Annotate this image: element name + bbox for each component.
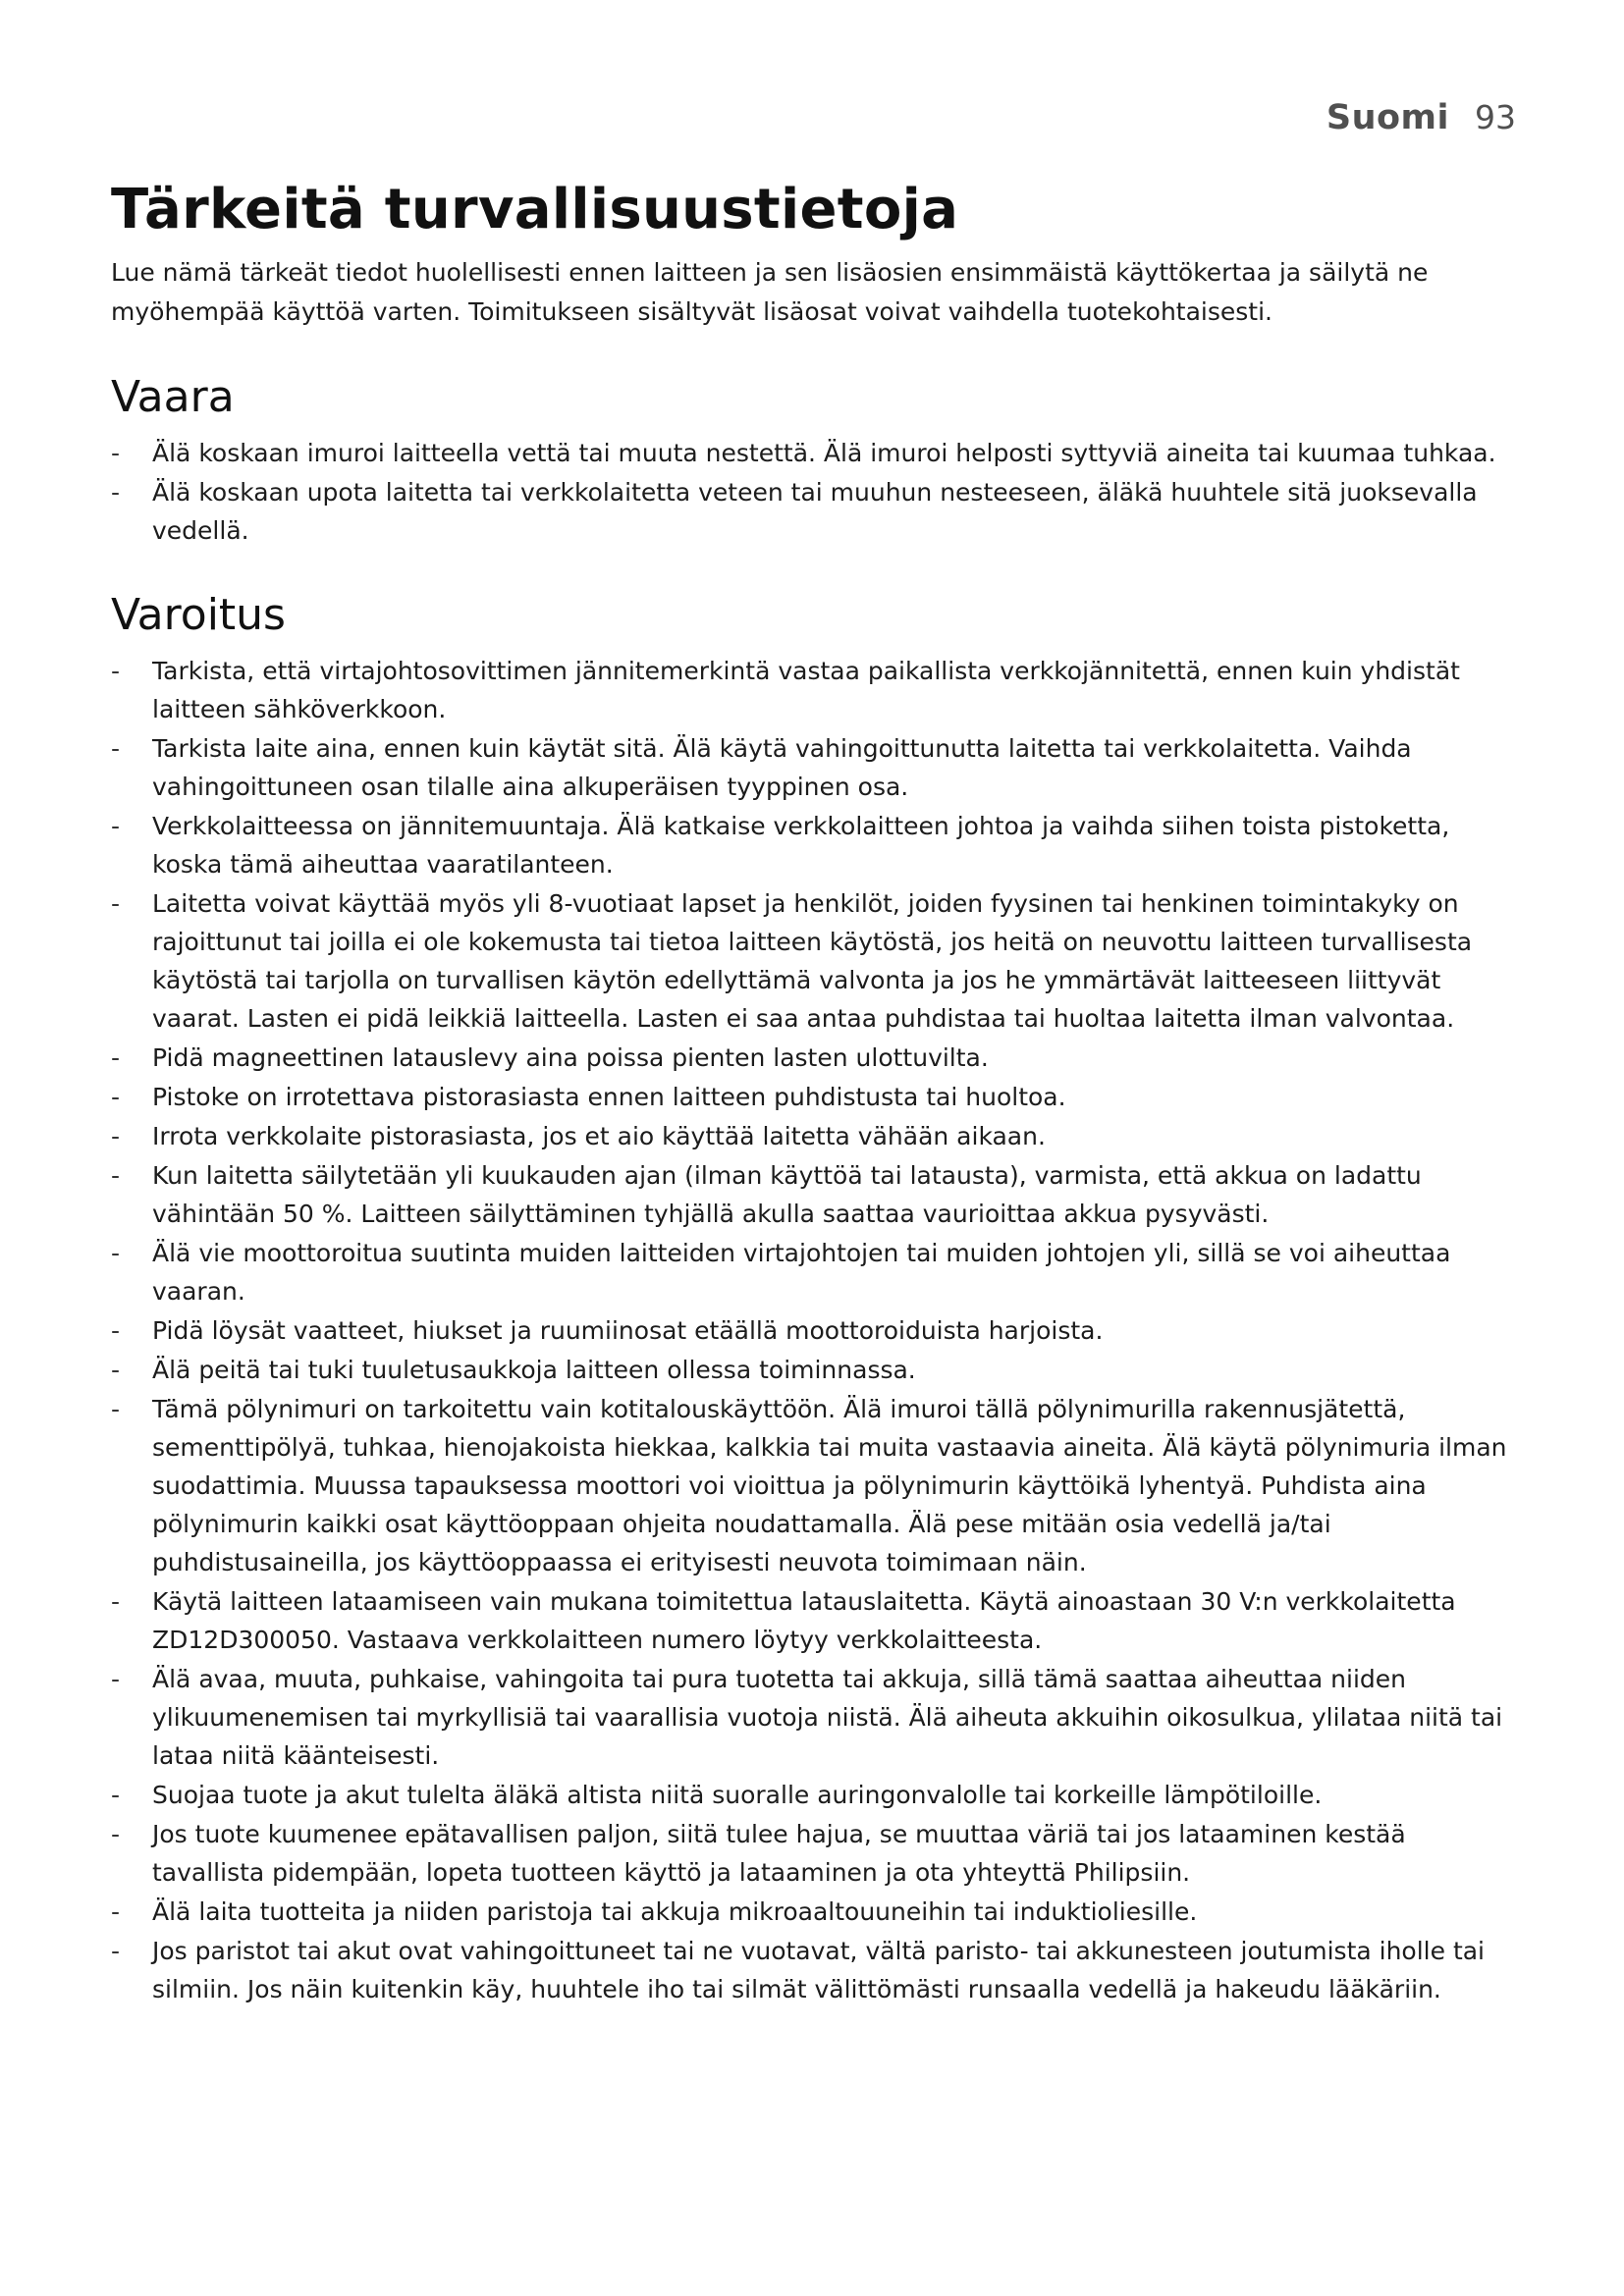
list-item [111, 1311, 1516, 1350]
list-item-text: Kun laitetta säilytetään yli kuukauden ajan (ilman käyttöä tai latausta), varmista, että akkua on ladattu vähintään 50 %. Laitteen säilyttäminen tyhjällä akulla saattaa vaurioittaa akkua pysyvästi. [152, 1161, 1422, 1228]
list-dash-marker: - [111, 1239, 121, 1267]
varoitus-list [111, 652, 1516, 2008]
list-item-text: Tarkista laite aina, ennen kuin käytät sitä. Älä käytä vahingoittunutta laitetta tai verkkolaitetta. Vaihda vahingoittuneen osan tilalle aina alkuperäisen tyyppinen osa. [152, 734, 1412, 801]
list-dash-marker: - [111, 1316, 121, 1345]
language-label: Suomi [1326, 98, 1449, 137]
list-dash-marker: - [111, 1395, 121, 1423]
list-item-text: Älä vie moottoroitua suutinta muiden laitteiden virtajohtojen tai muiden johtojen yli, sillä se voi aiheuttaa vaaran. [152, 1239, 1451, 1306]
list-dash-marker: - [111, 1356, 121, 1384]
section-heading-vaara: Vaara [111, 372, 235, 422]
list-item-text: Pistoke on irrotettava pistorasiasta ennen laitteen puhdistusta tai huoltoa. [152, 1083, 1066, 1111]
list-item [111, 729, 1516, 806]
list-dash-marker: - [111, 889, 121, 918]
intro-paragraph: Lue nämä tärkeät tiedot huolellisesti ennen laitteen ja sen lisäosien ensimmäistä käyttökertaa ja säilytä ne myöhempää käyttöä varten. Toimitukseen sisältyvät lisäosat voivat vaihdella tuotekohtaisesti. [111, 258, 1429, 326]
page-content [111, 177, 1516, 2009]
list-item [111, 1776, 1516, 1814]
list-dash-marker: - [111, 1820, 121, 1848]
list-item [111, 1932, 1516, 2008]
list-item [111, 1234, 1516, 1310]
list-item-text: Käytä laitteen lataamiseen vain mukana toimitettua latauslaitetta. Käytä ainoastaan 30 V:n verkkolaitetta ZD12D300050. Vastaava verkkolaitteen numero löytyy verkkolaitteesta. [152, 1587, 1456, 1654]
list-item [111, 1039, 1516, 1077]
list-item-text: Älä koskaan upota laitetta tai verkkolaitetta veteen tai muuhun nesteeseen, äläkä huuhtele sitä juoksevalla vedellä. [152, 478, 1478, 545]
list-item [111, 1815, 1516, 1892]
list-item [111, 1351, 1516, 1389]
list-item-text: Tämä pölynimuri on tarkoitettu vain kotitalouskäyttöön. Älä imuroi tällä pölynimurilla rakennusjätettä, sementtipölyä, tuhkaa, hienojakoista hiekkaa, kalkkia tai muita vastaavia aineita. Älä käytä pölynimuria ilman suodattimia. Muussa tapauksessa moottori voi vioittua ja pölynimurin käyttöikä lyhentyä. Puhdista aina pölynimurin kaikki osat käyttöoppaan ohjeita noudattamalla. Älä pese mitään osia vedellä ja/tai puhdistusaineilla, jos käyttöoppaassa ei erityisesti neuvota toimimaan näin. [152, 1395, 1507, 1576]
list-dash-marker: - [111, 1043, 121, 1072]
list-item [111, 1117, 1516, 1155]
list-item-text: Suojaa tuote ja akut tulelta äläkä altista niitä suoralle auringonvalolle tai korkeille lämpötiloille. [152, 1781, 1323, 1809]
section-heading-varoitus: Varoitus [111, 590, 286, 640]
list-item-text: Älä avaa, muuta, puhkaise, vahingoita tai pura tuotetta tai akkuja, sillä tämä saattaa aiheuttaa niiden ylikuumenemisen tai myrkyllisiä tai vaarallisia vuotoja niistä. Älä aiheuta akkuihin oikosulkua, ylilataa niitä tai lataa niitä käänteisesti. [152, 1665, 1503, 1770]
list-item [111, 1582, 1516, 1659]
list-dash-marker: - [111, 1161, 121, 1190]
list-item [111, 1078, 1516, 1116]
list-dash-marker: - [111, 1937, 121, 1965]
list-item-text: Älä laita tuotteita ja niiden paristoja tai akkuja mikroaaltouuneihin tai induktioliesille. [152, 1897, 1198, 1926]
list-dash-marker: - [111, 1897, 121, 1926]
list-dash-marker: - [111, 657, 121, 685]
list-item-text: Laitetta voivat käyttää myös yli 8-vuotiaat lapset ja henkilöt, joiden fyysinen tai henkinen toimintakyky on rajoittunut tai joilla ei ole kokemusta tai tietoa laitteen käytöstä, jos heitä on neuvottu laitteen turvallisesta käytöstä tai tarjolla on turvallisen käytön edellyttämä valvonta ja jos he ymmärtävät laitteeseen liittyvät vaarat. Lasten ei pidä leikkiä laitteella. Lasten ei saa antaa puhdistaa tai huoltaa laitetta ilman valvontaa. [152, 889, 1473, 1033]
list-dash-marker: - [111, 1122, 121, 1150]
list-item-text: Älä koskaan imuroi laitteella vettä tai muuta nestettä. Älä imuroi helposti syttyviä aineita tai kuumaa tuhkaa. [152, 439, 1496, 467]
list-item-text: Verkkolaitteessa on jännitemuuntaja. Älä katkaise verkkolaitteen johtoa ja vaihda siihen toista pistoketta, koska tämä aiheuttaa vaaratilanteen. [152, 812, 1450, 879]
list-dash-marker: - [111, 812, 121, 840]
list-item [111, 434, 1516, 472]
vaara-list [111, 434, 1516, 550]
list-dash-marker: - [111, 1665, 121, 1693]
list-item-text: Tarkista, että virtajohtosovittimen jännitemerkintä vastaa paikallista verkkojännitettä, ennen kuin yhdistät laitteen sähköverkkoon. [152, 657, 1460, 723]
page-title: Tärkeitä turvallisuustietoja [111, 178, 959, 241]
list-item-text: Jos paristot tai akut ovat vahingoittuneet tai ne vuotavat, vältä paristo- tai akkunesteen joutumista iholle tai silmiin. Jos näin kuitenkin käy, huuhtele iho tai silmät välittömästi runsaalla vedellä ja hakeudu lääkäriin. [152, 1937, 1486, 2003]
list-dash-marker: - [111, 1587, 121, 1616]
running-header [1326, 98, 1516, 137]
list-item-text: Älä peitä tai tuki tuuletusaukkoja laitteen ollessa toiminnassa. [152, 1356, 916, 1384]
list-item-text: Jos tuote kuumenee epätavallisen paljon, siitä tulee hajua, se muuttaa väriä tai jos lataaminen kestää tavallista pidempään, lopeta tuotteen käyttö ja lataaminen ja ota yhteyttä Philipsiin. [152, 1820, 1406, 1887]
list-item [111, 1156, 1516, 1233]
list-item [111, 1893, 1516, 1931]
list-item [111, 652, 1516, 728]
list-item [111, 1390, 1516, 1581]
list-dash-marker: - [111, 1083, 121, 1111]
list-dash-marker: - [111, 439, 121, 467]
list-item-text: Irrota verkkolaite pistorasiasta, jos et aio käyttää laitetta vähään aikaan. [152, 1122, 1046, 1150]
list-item-text: Pidä löysät vaatteet, hiukset ja ruumiinosat etäällä moottoroiduista harjoista. [152, 1316, 1104, 1345]
list-dash-marker: - [111, 734, 121, 763]
list-item-text: Pidä magneettinen latauslevy aina poissa pienten lasten ulottuvilta. [152, 1043, 989, 1072]
list-item [111, 807, 1516, 883]
page-number: 93 [1475, 98, 1516, 136]
list-dash-marker: - [111, 478, 121, 507]
list-item [111, 1660, 1516, 1775]
list-dash-marker: - [111, 1781, 121, 1809]
list-item [111, 473, 1516, 550]
list-item [111, 884, 1516, 1038]
